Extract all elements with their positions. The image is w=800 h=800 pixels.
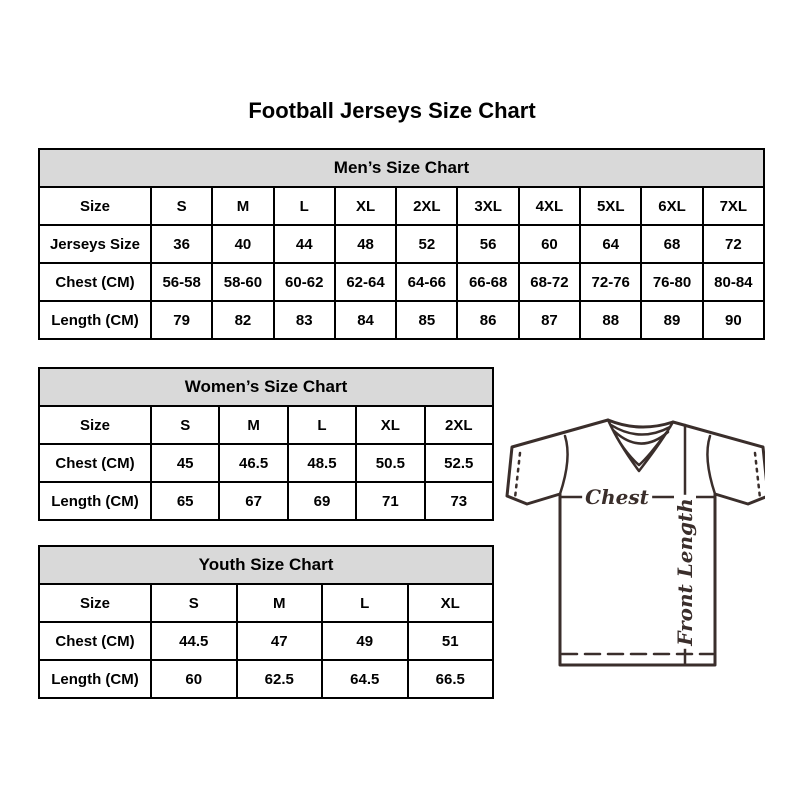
jersey-illustration (505, 410, 765, 672)
value-cell: 66.5 (408, 660, 494, 698)
table-row (39, 301, 764, 339)
jersey-left-cuff-stitch (515, 453, 520, 498)
row-label-cell: Size (39, 584, 151, 622)
value-cell: 52.5 (425, 444, 493, 482)
size-column-header: S (151, 406, 219, 444)
row-label-cell: Chest (CM) (39, 622, 151, 660)
size-column-header: S (151, 187, 212, 225)
value-cell: 65 (151, 482, 219, 520)
row-label-cell: Chest (CM) (39, 263, 151, 301)
row-label-cell: Size (39, 406, 151, 444)
value-cell: 48.5 (288, 444, 356, 482)
jersey-body-outline (507, 420, 765, 665)
value-cell: 80-84 (703, 263, 764, 301)
value-cell: 44.5 (151, 622, 237, 660)
value-cell: 85 (396, 301, 457, 339)
value-cell: 58-60 (212, 263, 273, 301)
value-cell: 88 (580, 301, 641, 339)
value-cell: 66-68 (457, 263, 518, 301)
value-cell: 64 (580, 225, 641, 263)
value-cell: 60 (519, 225, 580, 263)
table-title: Women’s Size Chart (39, 368, 493, 406)
value-cell: 62.5 (237, 660, 323, 698)
value-cell: 90 (703, 301, 764, 339)
value-cell: 71 (356, 482, 424, 520)
mens-size-table (38, 148, 765, 340)
row-label-cell: Length (CM) (39, 660, 151, 698)
value-cell: 67 (219, 482, 287, 520)
value-cell: 73 (425, 482, 493, 520)
table-row (39, 444, 493, 482)
value-cell: 72-76 (580, 263, 641, 301)
size-column-header: 2XL (425, 406, 493, 444)
value-cell: 48 (335, 225, 396, 263)
value-cell: 62-64 (335, 263, 396, 301)
size-column-header: XL (335, 187, 396, 225)
value-cell: 86 (457, 301, 518, 339)
value-cell: 76-80 (641, 263, 702, 301)
table-row (39, 263, 764, 301)
value-cell: 46.5 (219, 444, 287, 482)
row-label-cell: Chest (CM) (39, 444, 151, 482)
size-column-header: L (274, 187, 335, 225)
table-row (39, 482, 493, 520)
value-cell: 52 (396, 225, 457, 263)
jersey-neck-top-edge (608, 420, 673, 427)
page-title: Football Jerseys Size Chart (248, 98, 536, 123)
youth-size-table (38, 545, 494, 699)
value-cell: 40 (212, 225, 273, 263)
womens-size-table (38, 367, 494, 521)
value-cell: 72 (703, 225, 764, 263)
value-cell: 49 (322, 622, 408, 660)
size-column-header: XL (408, 584, 494, 622)
value-cell: 64.5 (322, 660, 408, 698)
size-column-header: S (151, 584, 237, 622)
size-column-header: M (219, 406, 287, 444)
size-column-header: M (212, 187, 273, 225)
table-title: Men’s Size Chart (39, 149, 764, 187)
size-column-header: 3XL (457, 187, 518, 225)
size-column-header: XL (356, 406, 424, 444)
size-column-header: 2XL (396, 187, 457, 225)
value-cell: 83 (274, 301, 335, 339)
size-column-header: 7XL (703, 187, 764, 225)
size-column-header: L (322, 584, 408, 622)
value-cell: 36 (151, 225, 212, 263)
row-label-cell: Size (39, 187, 151, 225)
table-row (39, 225, 764, 263)
row-label-cell: Length (CM) (39, 482, 151, 520)
value-cell: 56 (457, 225, 518, 263)
value-cell: 69 (288, 482, 356, 520)
jersey-left-sleeve-seam (560, 436, 568, 494)
value-cell: 68-72 (519, 263, 580, 301)
value-cell: 45 (151, 444, 219, 482)
row-label-cell: Length (CM) (39, 301, 151, 339)
jersey-measurement-diagram (505, 410, 765, 672)
value-cell: 47 (237, 622, 323, 660)
table-row (39, 622, 493, 660)
value-cell: 51 (408, 622, 494, 660)
size-column-header: 4XL (519, 187, 580, 225)
value-cell: 84 (335, 301, 396, 339)
value-cell: 87 (519, 301, 580, 339)
size-column-header: M (237, 584, 323, 622)
value-cell: 64-66 (396, 263, 457, 301)
jersey-right-sleeve-seam (707, 436, 715, 494)
table-row (39, 660, 493, 698)
chest-measure-label: Chest (582, 486, 652, 508)
value-cell: 82 (212, 301, 273, 339)
value-cell: 50.5 (356, 444, 424, 482)
row-label-cell: Jerseys Size (39, 225, 151, 263)
size-column-header: L (288, 406, 356, 444)
front-length-measure-label: Front Length (674, 495, 696, 649)
value-cell: 79 (151, 301, 212, 339)
table-title: Youth Size Chart (39, 546, 493, 584)
jersey-right-cuff-stitch (755, 453, 760, 498)
value-cell: 89 (641, 301, 702, 339)
value-cell: 56-58 (151, 263, 212, 301)
value-cell: 44 (274, 225, 335, 263)
value-cell: 60-62 (274, 263, 335, 301)
size-column-header: 6XL (641, 187, 702, 225)
value-cell: 68 (641, 225, 702, 263)
value-cell: 60 (151, 660, 237, 698)
size-column-header: 5XL (580, 187, 641, 225)
